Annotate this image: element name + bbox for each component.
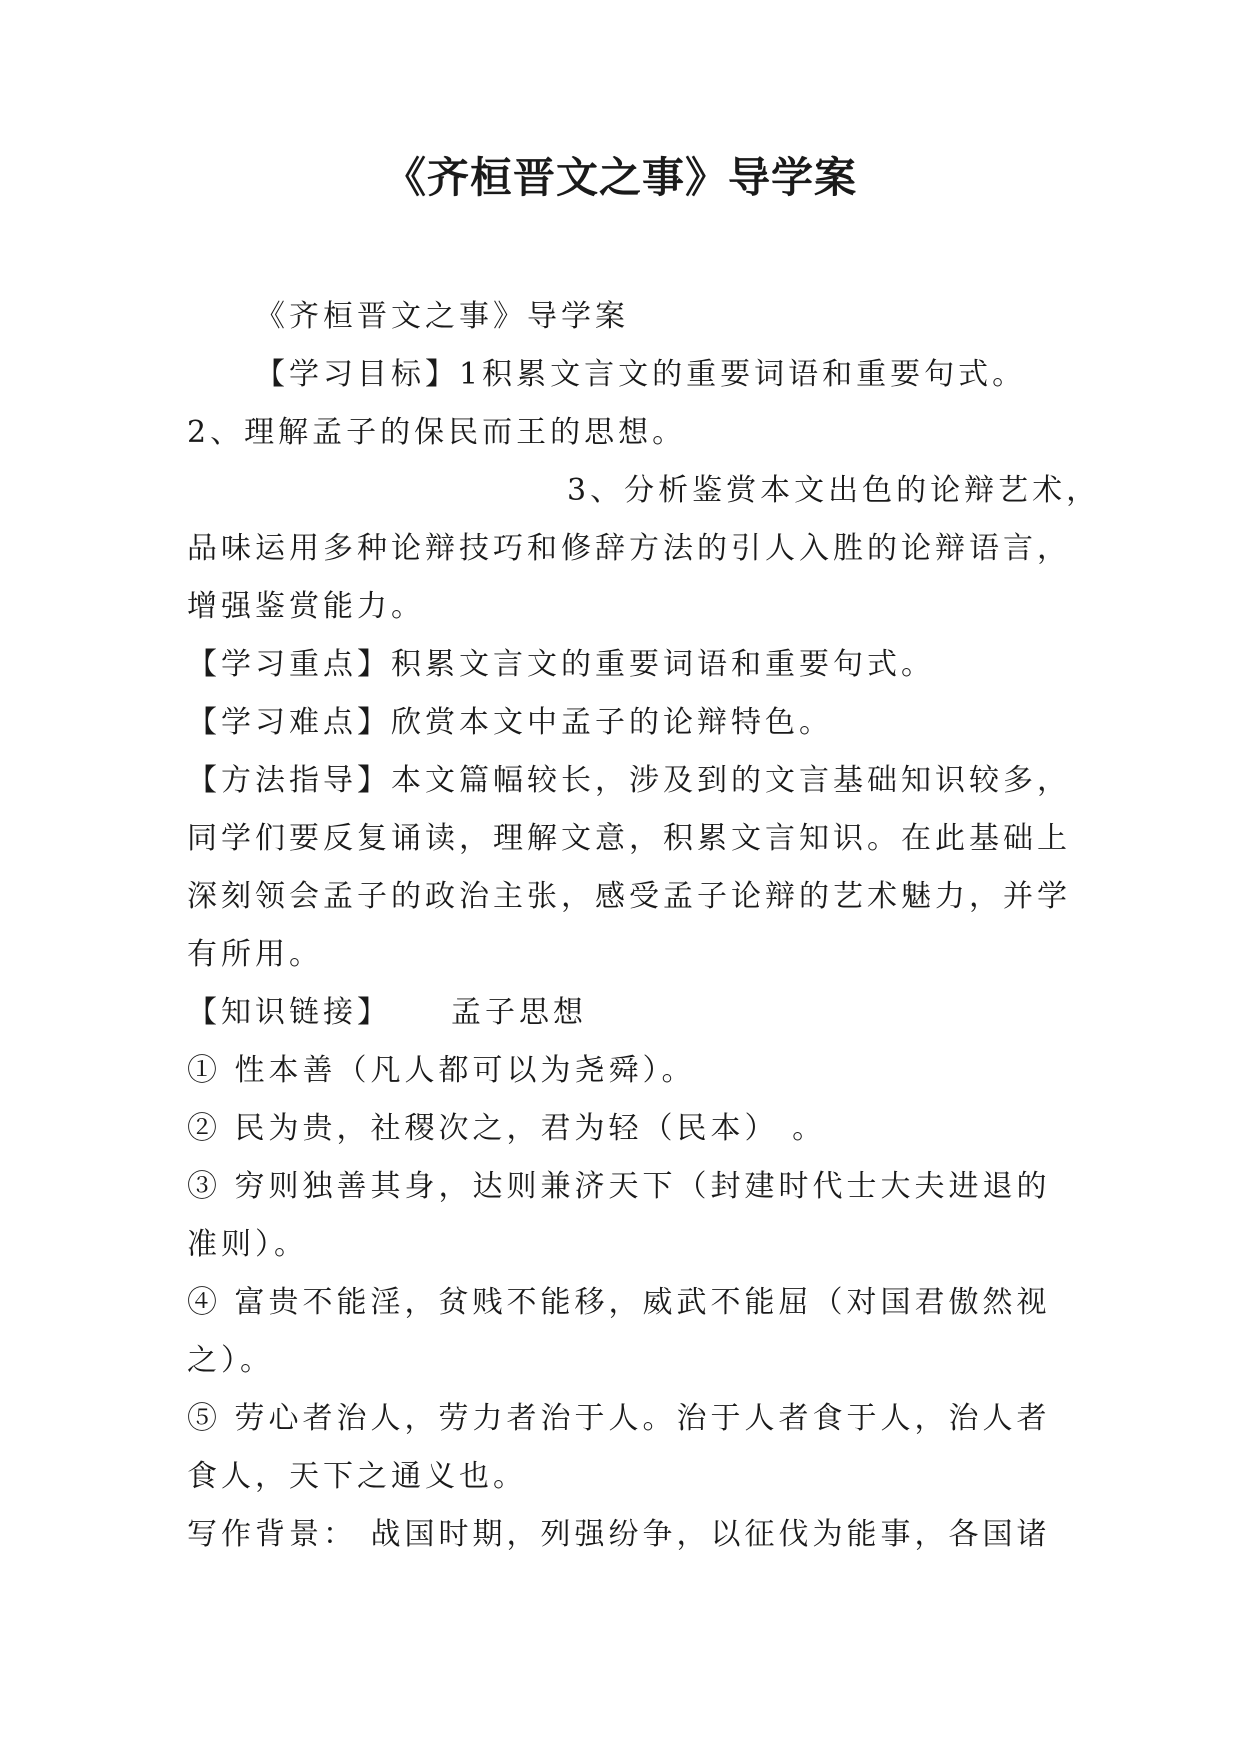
thought-item-2: ② 民为贵，社稷次之，君为轻（民本） 。	[187, 1111, 827, 1146]
knowledge-link-topic: 孟子思想	[451, 995, 587, 1030]
method-guide-line-2: 同学们要反复诵读，理解文意，积累文言知识。在此基础上	[187, 821, 1071, 856]
knowledge-link-label: 【知识链接】	[187, 995, 391, 1030]
objective-3-line: 3、分析鉴赏本文出色的论辩艺术，	[567, 473, 1101, 508]
objective-3-end-line: 增强鉴赏能力。	[187, 589, 425, 624]
learning-focus-line: 【学习重点】积累文言文的重要词语和重要句式。	[187, 647, 935, 682]
learning-objective-line: 【学习目标】1积累文言文的重要词语和重要句式。	[255, 357, 1027, 392]
knowledge-link-line	[187, 984, 1057, 1042]
writing-background-line: 写作背景： 战国时期，列强纷争，以征伐为能事，各国诸	[187, 1517, 1051, 1552]
thought-item-3: ③ 穷则独善其身，达则兼济天下（封建时代士大夫进退的	[187, 1169, 1051, 1204]
document-body	[187, 288, 1101, 1564]
method-guide-line-4: 有所用。	[187, 937, 323, 972]
objective-2-line: 2、理解孟子的保民而王的思想。	[187, 415, 687, 450]
thought-item-5-cont: 食人，天下之通义也。	[187, 1459, 527, 1494]
subtitle-line: 《齐桓晋文之事》导学案	[255, 299, 629, 334]
objective-3-cont-line: 品味运用多种论辩技巧和修辞方法的引人入胜的论辩语言，	[187, 531, 1071, 566]
thought-item-4: ④ 富贵不能淫，贫贱不能移，威武不能屈（对国君傲然视	[187, 1285, 1051, 1320]
thought-item-4-cont: 之）。	[187, 1343, 274, 1378]
learning-difficulty-line: 【学习难点】欣赏本文中孟子的论辩特色。	[187, 705, 833, 740]
method-guide-line: 【方法指导】本文篇幅较长，涉及到的文言基础知识较多，	[187, 763, 1071, 798]
thought-item-3-cont: 准则）。	[187, 1227, 308, 1262]
document-title: 《齐桓晋文之事》导学案	[383, 153, 857, 202]
thought-item-1: ① 性本善（凡人都可以为尧舜）。	[187, 1053, 696, 1088]
thought-item-5: ⑤ 劳心者治人，劳力者治于人。治于人者食于人，治人者	[187, 1401, 1051, 1436]
method-guide-line-3: 深刻领会孟子的政治主张，感受孟子论辩的艺术魅力，并学	[187, 879, 1071, 914]
